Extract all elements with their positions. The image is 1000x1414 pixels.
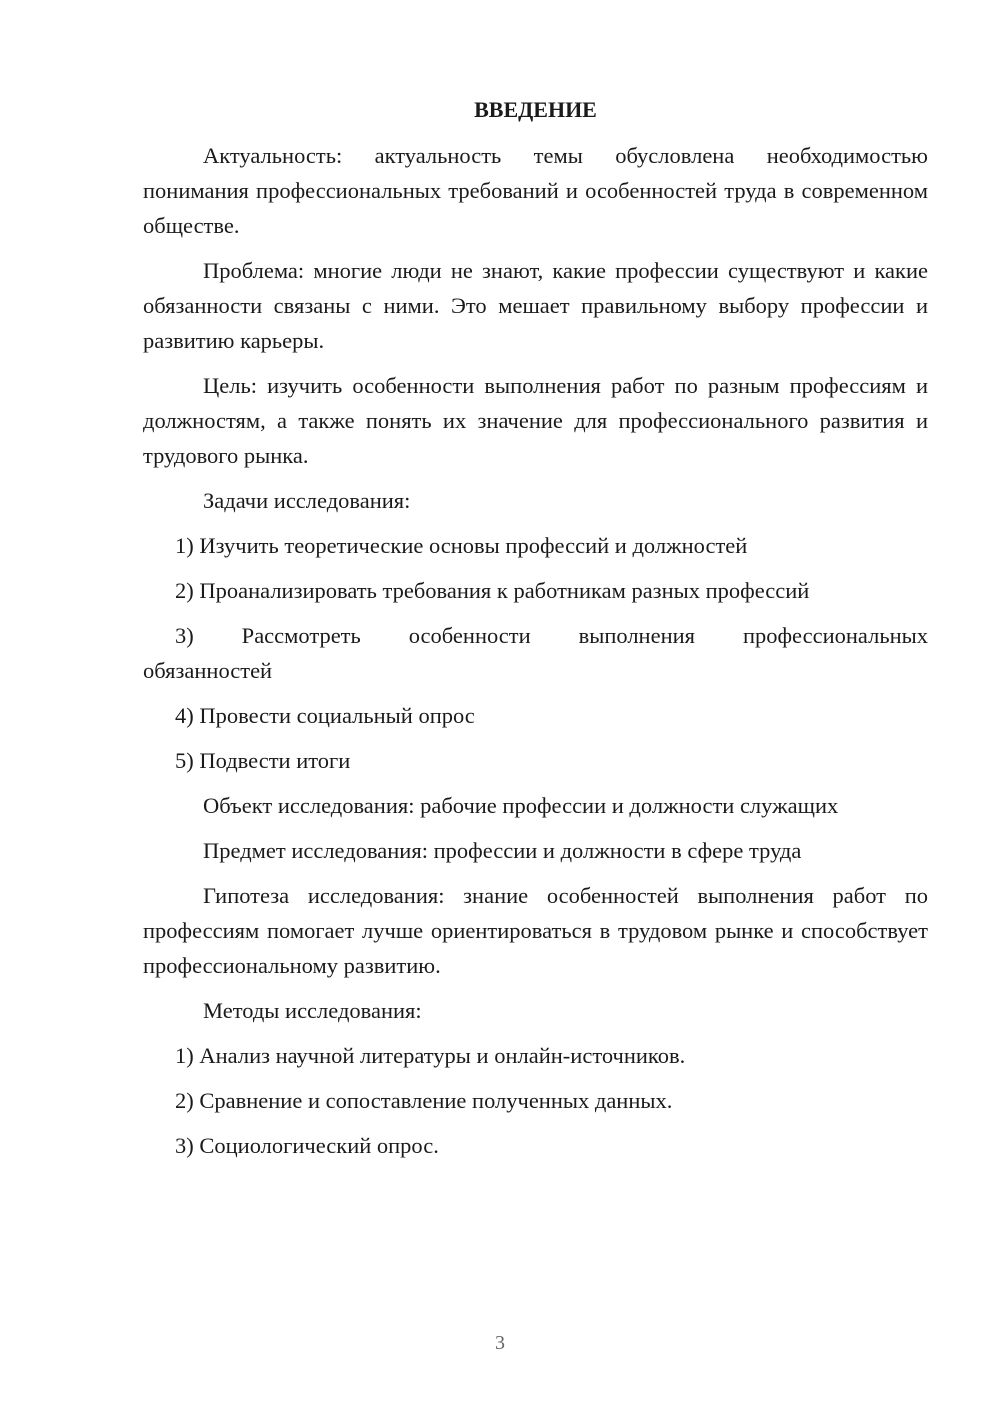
method-item: 1) Анализ научной литературы и онлайн-источников.	[175, 1043, 686, 1068]
goal-paragraph: Цель: изучить особенности выполнения работ по разным профессиям и должностям, а также понять их значение для профессионального развития и трудового рынка.	[143, 373, 928, 468]
task-item-text: 3) Рассмотреть особенности выполнения профессиональных	[175, 623, 928, 648]
task-item-continuation: обязанностей	[143, 658, 273, 683]
document-page	[143, 92, 928, 1173]
section-title: ВВЕДЕНИЕ	[474, 97, 597, 122]
page-number: 3	[495, 1332, 505, 1354]
object-paragraph: Объект исследования: рабочие профессии и должности служащих	[203, 793, 839, 818]
relevance-paragraph: Актуальность: актуальность темы обусловлена необходимостью понимания профессиональных требований и особенностей труда в современном обществе.	[143, 143, 928, 238]
task-item: 2) Проанализировать требования к работникам разных профессий	[175, 578, 810, 603]
problem-paragraph: Проблема: многие люди не знают, какие профессии существуют и какие обязанности связаны с ними. Это мешает правильному выбору профессии и развитию карьеры.	[143, 258, 928, 353]
subject-paragraph: Предмет исследования: профессии и должности в сфере труда	[203, 838, 802, 863]
method-item: 2) Сравнение и сопоставление полученных данных.	[175, 1088, 673, 1113]
task-item: 1) Изучить теоретические основы профессий и должностей	[175, 533, 748, 558]
method-item: 3) Социологический опрос.	[175, 1133, 439, 1158]
tasks-heading: Задачи исследования:	[203, 488, 411, 513]
task-item	[143, 618, 928, 688]
methods-heading: Методы исследования:	[203, 998, 422, 1023]
task-item: 5) Подвести итоги	[175, 748, 351, 773]
hypothesis-paragraph: Гипотеза исследования: знание особенностей выполнения работ по профессиям помогает лучше ориентироваться в трудовом рынке и способствует профессиональному развитию.	[143, 883, 928, 978]
task-item: 4) Провести социальный опрос	[175, 703, 475, 728]
